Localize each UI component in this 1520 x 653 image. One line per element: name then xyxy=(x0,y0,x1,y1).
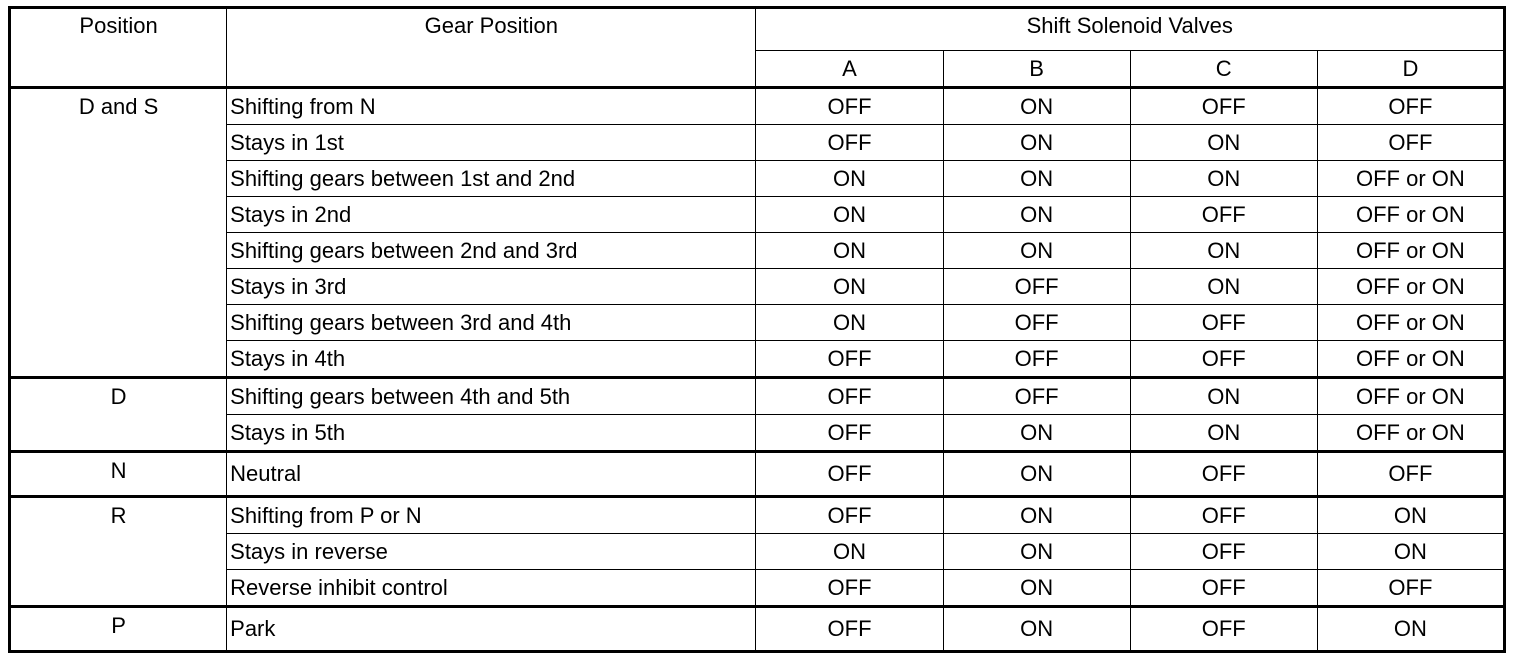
table-row xyxy=(10,452,1505,497)
gear-position-cell: Shifting gears between 3rd and 4th xyxy=(227,305,756,341)
valve-b-state-cell: OFF xyxy=(943,378,1130,415)
valve-b-state-cell: ON xyxy=(943,534,1130,570)
valve-a-state-cell: OFF xyxy=(756,341,943,378)
valve-a-state-cell: OFF xyxy=(756,452,943,497)
valve-c-header: C xyxy=(1130,51,1317,88)
gear-position-cell: Shifting gears between 4th and 5th xyxy=(227,378,756,415)
valve-d-state-cell: OFF xyxy=(1317,88,1504,125)
gear-position-cell: Stays in 4th xyxy=(227,341,756,378)
valve-c-state-cell: OFF xyxy=(1130,197,1317,233)
valve-c-state-cell: OFF xyxy=(1130,452,1317,497)
valve-a-state-cell: OFF xyxy=(756,415,943,452)
table-row xyxy=(10,269,1505,305)
valve-a-state-cell: OFF xyxy=(756,125,943,161)
valve-a-state-cell: OFF xyxy=(756,88,943,125)
valve-d-state-cell: OFF or ON xyxy=(1317,378,1504,415)
valve-a-state-cell: ON xyxy=(756,197,943,233)
valve-b-state-cell: ON xyxy=(943,161,1130,197)
valve-c-state-cell: OFF xyxy=(1130,341,1317,378)
valve-b-state-cell: ON xyxy=(943,607,1130,652)
valve-b-state-cell: OFF xyxy=(943,341,1130,378)
position-cell: P xyxy=(10,607,227,652)
position-cell: D and S xyxy=(10,88,227,378)
valve-d-state-cell: ON xyxy=(1317,607,1504,652)
valve-a-state-cell: OFF xyxy=(756,570,943,607)
table-header xyxy=(10,8,1505,88)
valve-c-state-cell: OFF xyxy=(1130,534,1317,570)
valve-b-header: B xyxy=(943,51,1130,88)
valve-c-state-cell: ON xyxy=(1130,415,1317,452)
valve-d-state-cell: OFF or ON xyxy=(1317,161,1504,197)
valve-b-state-cell: OFF xyxy=(943,269,1130,305)
valve-b-state-cell: ON xyxy=(943,415,1130,452)
table-row xyxy=(10,497,1505,534)
valve-b-state-cell: ON xyxy=(943,233,1130,269)
gear-position-cell: Stays in 1st xyxy=(227,125,756,161)
gear-position-cell: Reverse inhibit control xyxy=(227,570,756,607)
valve-a-header: A xyxy=(756,51,943,88)
table-row xyxy=(10,570,1505,607)
table-row xyxy=(10,534,1505,570)
valve-d-state-cell: OFF xyxy=(1317,570,1504,607)
position-cell: R xyxy=(10,497,227,607)
table-row xyxy=(10,125,1505,161)
valve-c-state-cell: OFF xyxy=(1130,497,1317,534)
valve-a-state-cell: OFF xyxy=(756,497,943,534)
gear-position-cell: Neutral xyxy=(227,452,756,497)
table-row xyxy=(10,233,1505,269)
valve-b-state-cell: ON xyxy=(943,197,1130,233)
gear-position-header: Gear Position xyxy=(227,8,756,88)
valve-b-state-cell: ON xyxy=(943,497,1130,534)
valve-b-state-cell: ON xyxy=(943,125,1130,161)
valve-b-state-cell: ON xyxy=(943,452,1130,497)
valve-a-state-cell: OFF xyxy=(756,378,943,415)
position-cell: D xyxy=(10,378,227,452)
valve-d-state-cell: OFF or ON xyxy=(1317,233,1504,269)
valve-c-state-cell: OFF xyxy=(1130,570,1317,607)
valve-b-state-cell: OFF xyxy=(943,305,1130,341)
table-body xyxy=(10,88,1505,652)
valve-c-state-cell: ON xyxy=(1130,269,1317,305)
valve-b-state-cell: ON xyxy=(943,88,1130,125)
table-row xyxy=(10,607,1505,652)
valve-a-state-cell: ON xyxy=(756,269,943,305)
valve-c-state-cell: ON xyxy=(1130,161,1317,197)
table-row xyxy=(10,378,1505,415)
valve-a-state-cell: OFF xyxy=(756,607,943,652)
valve-d-state-cell: OFF or ON xyxy=(1317,305,1504,341)
gear-position-cell: Shifting from P or N xyxy=(227,497,756,534)
gear-position-cell: Stays in 3rd xyxy=(227,269,756,305)
table-row xyxy=(10,415,1505,452)
gear-position-cell: Shifting from N xyxy=(227,88,756,125)
shift-solenoid-valves-header: Shift Solenoid Valves xyxy=(756,8,1505,51)
valve-d-state-cell: OFF or ON xyxy=(1317,415,1504,452)
gear-position-cell: Stays in reverse xyxy=(227,534,756,570)
valve-a-state-cell: ON xyxy=(756,534,943,570)
valve-c-state-cell: ON xyxy=(1130,125,1317,161)
valve-d-state-cell: OFF or ON xyxy=(1317,269,1504,305)
valve-a-state-cell: ON xyxy=(756,233,943,269)
valve-a-state-cell: ON xyxy=(756,305,943,341)
gear-position-cell: Shifting gears between 2nd and 3rd xyxy=(227,233,756,269)
valve-d-state-cell: ON xyxy=(1317,497,1504,534)
gear-position-cell: Stays in 5th xyxy=(227,415,756,452)
table-row xyxy=(10,88,1505,125)
position-cell: N xyxy=(10,452,227,497)
valve-d-header: D xyxy=(1317,51,1504,88)
valve-d-state-cell: ON xyxy=(1317,534,1504,570)
valve-d-state-cell: OFF xyxy=(1317,452,1504,497)
valve-d-state-cell: OFF or ON xyxy=(1317,197,1504,233)
table-row xyxy=(10,197,1505,233)
valve-c-state-cell: ON xyxy=(1130,378,1317,415)
valve-c-state-cell: OFF xyxy=(1130,607,1317,652)
gear-position-cell: Park xyxy=(227,607,756,652)
valve-d-state-cell: OFF xyxy=(1317,125,1504,161)
table-row xyxy=(10,161,1505,197)
gear-position-cell: Shifting gears between 1st and 2nd xyxy=(227,161,756,197)
valve-d-state-cell: OFF or ON xyxy=(1317,341,1504,378)
valve-b-state-cell: ON xyxy=(943,570,1130,607)
valve-c-state-cell: ON xyxy=(1130,233,1317,269)
position-header: Position xyxy=(10,8,227,88)
valve-c-state-cell: OFF xyxy=(1130,88,1317,125)
valve-a-state-cell: ON xyxy=(756,161,943,197)
table-row xyxy=(10,341,1505,378)
valve-c-state-cell: OFF xyxy=(1130,305,1317,341)
table-row xyxy=(10,305,1505,341)
gear-position-cell: Stays in 2nd xyxy=(227,197,756,233)
shift-solenoid-table xyxy=(8,6,1506,653)
